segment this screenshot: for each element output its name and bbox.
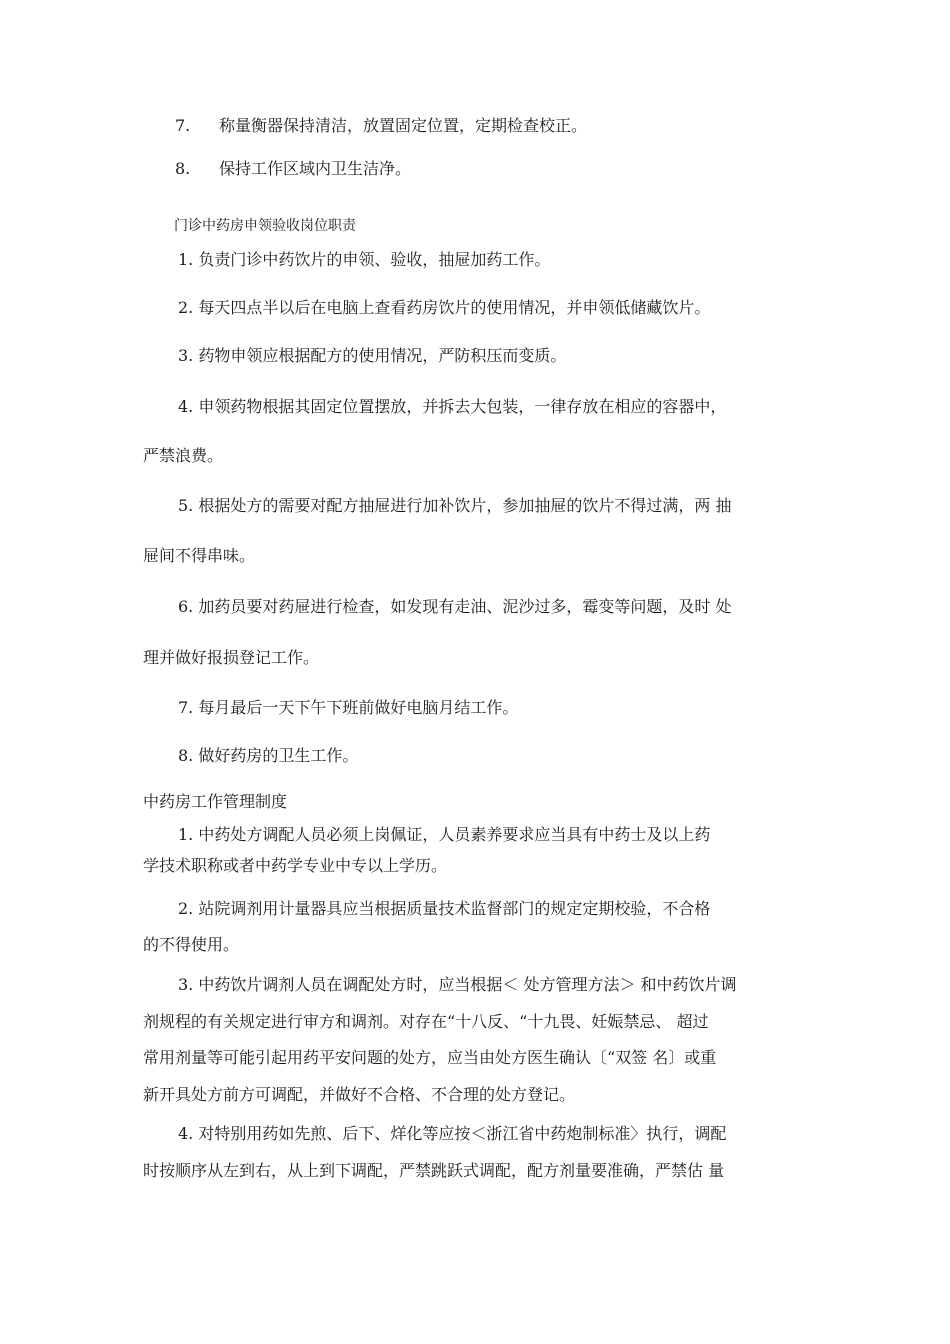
paragraph-line: 8. 做好药房的卫生工作。: [178, 746, 359, 765]
item-number: 8.: [175, 159, 191, 178]
prev-item-7: [175, 116, 587, 136]
paragraph-line: 屉间不得串味。: [143, 546, 256, 565]
paragraph-line: 3. 中药饮片调剂人员在调配处方时，应当根据＜ 处方管理方法＞ 和中药饮片调: [178, 975, 737, 994]
paragraph-line: 时按顺序从左到右，从上到下调配，严禁跳跃式调配，配方剂量要准确，严禁估 量: [143, 1161, 725, 1180]
paragraph-line: 严禁浪费。: [143, 446, 224, 465]
paragraph-line: 剂规程的有关规定进行审方和调剂。对存在“十八反、“十九畏、妊娠禁忌、 超过: [143, 1012, 709, 1031]
paragraph-line: 6. 加药员要对药屉进行检查，如发现有走油、泥沙过多，霉变等问题，及时 处: [178, 597, 732, 616]
paragraph-line: 5. 根据处方的需要对配方抽屉进行加补饮片，参加抽屉的饮片不得过满，两 抽: [178, 496, 732, 515]
paragraph-line: 1. 负责门诊中药饮片的申领、验收，抽屉加药工作。: [178, 250, 551, 269]
item-text: 保持工作区域内卫生洁净。: [219, 159, 412, 178]
paragraph-line: 学技术职称或者中药学专业中专以上学历。: [143, 856, 448, 875]
paragraph-line: 4. 申领药物根据其固定位置摆放，并拆去大包装，一律存放在相应的容器中，: [178, 397, 727, 416]
paragraph-line: 3. 药物申领应根据配方的使用情况，严防积压而变质。: [178, 346, 567, 365]
paragraph-line: 1. 中药处方调配人员必须上岗佩证，人员素养要求应当具有中药士及以上药: [178, 825, 711, 844]
section-title: 中药房工作管理制度: [143, 792, 288, 811]
section-title: 门诊中药房申领验收岗位职责: [174, 218, 356, 234]
item-text: 称量衡器保持清洁，放置固定位置，定期检查校正。: [219, 116, 588, 135]
paragraph-line: 新开具处方前方可调配，并做好不合格、不合理的处方登记。: [143, 1085, 576, 1104]
paragraph-line: 理并做好报损登记工作。: [143, 648, 320, 667]
paragraph-line: 7. 每月最后一天下午下班前做好电脑月结工作。: [178, 698, 519, 717]
item-number: 7.: [175, 116, 191, 135]
paragraph-line: 2. 每天四点半以后在电脑上查看药房饮片的使用情况，并申领低储藏饮片。: [178, 298, 711, 317]
paragraph-line: 的不得使用。: [143, 935, 240, 954]
paragraph-line: 常用剂量等可能引起用药平安问题的处方，应当由处方医生确认〔“双签 名〕或重: [143, 1048, 717, 1067]
paragraph-line: 2. 站院调剂用计量器具应当根据质量技术监督部门的规定定期校验，不合格: [178, 899, 711, 918]
paragraph-line: 4. 对特别用药如先煎、后下、烊化等应按＜浙江省中药炮制标准〉执行，调配: [178, 1124, 727, 1143]
prev-item-8: [175, 159, 411, 179]
